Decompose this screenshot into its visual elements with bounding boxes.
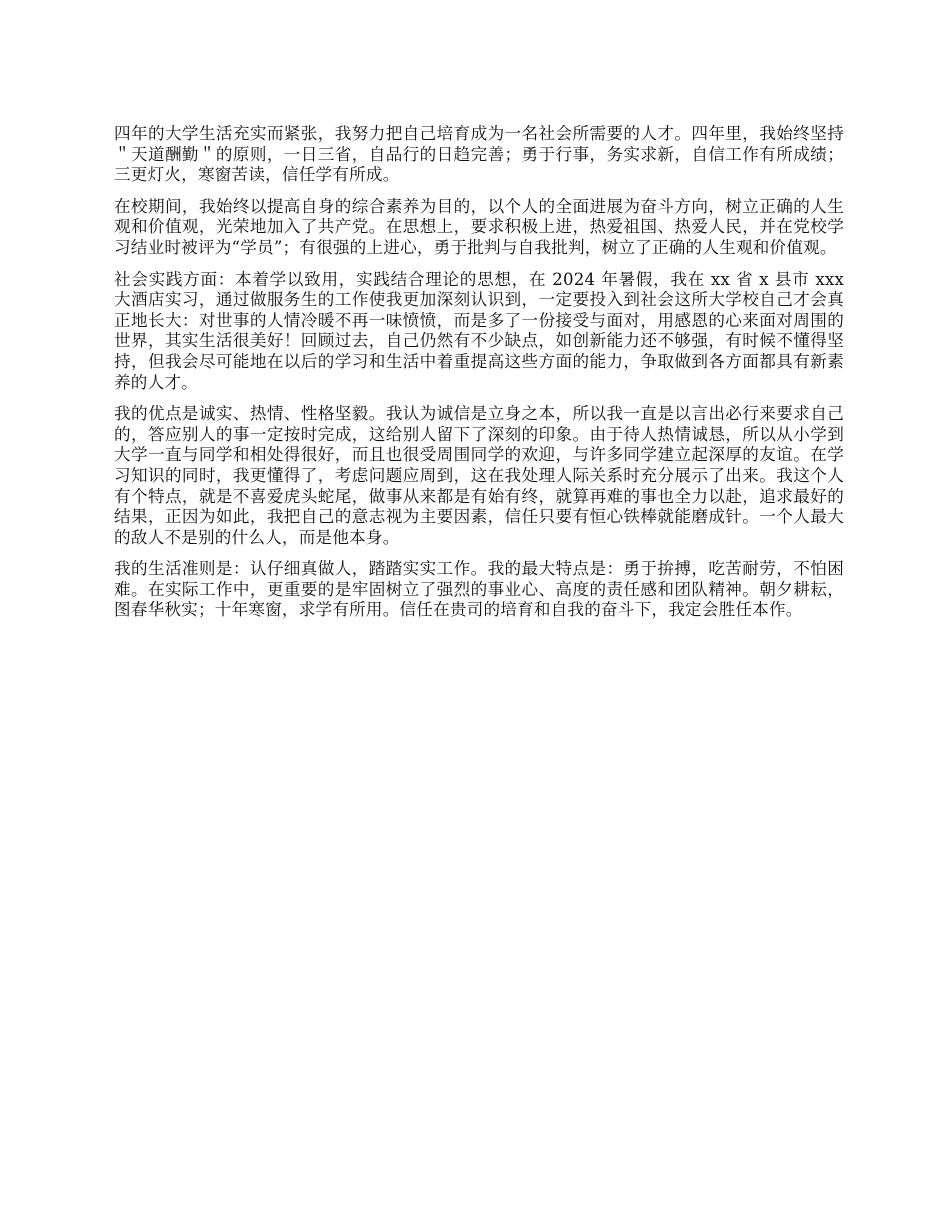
paragraph-school: 在校期间，我始终以提高自身的综合素养为目的，以个人的全面进展为奋斗方向，树立正确的人生观和价值观，光荣地加入了共产党。在思想上，要求积极上进，热爱祖国、热爱人民，并在党校学习结业时被评为“学员”；有很强的上进心，勇于批判与自我批判，树立了正确的人生观和价值观。 [114,196,844,257]
paragraph-principles: 我的生活准则是：认仔细真做人，踏踏实实工作。我的最大特点是：勇于拚搏，吃苦耐劳，不怕困难。在实际工作中，更重要的是牢固树立了强烈的事业心、高度的责任感和团队精神。朝夕耕耘，图春华秋实；十年寒窗，求学有所用。信任在贵司的培育和自我的奋斗下，我定会胜任本作。 [114,559,844,620]
paragraph-strengths: 我的优点是诚实、热情、性格坚毅。我认为诚信是立身之本，所以我一直是以言出必行来要求自己的，答应别人的事一定按时完成，这给别人留下了深刻的印象。由于待人热情诚恳，所以从小学到大学一直与同学和相处得很好，而且也很受周围同学的欢迎，与许多同学建立起深厚的友谊。在学习知识的同时，我更懂得了，考虑问题应周到，这在我处理人际关系时充分展示了出来。我这个人有个特点，就是不喜爱虎头蛇尾，做事从来都是有始有终，就算再难的事也全力以赴，追求最好的结果，正因为如此，我把自己的意志视为主要因素，信任只要有恒心铁棒就能磨成针。一个人最大的敌人不是别的什么人，而是他本身。 [114,404,844,547]
paragraph-practice: 社会实践方面：本着学以致用，实践结合理论的思想，在 2024 年暑假，我在 xx 省 x 县市 xxx 大酒店实习，通过做服务生的工作使我更加深刻认识到，一定要投入到社会这所大学校自己才会真正地长大：对世事的人情冷暖不再一味愤愤，而是多了一份接受与面对，用感恩的心来面对周围的世界，其实生活很美好！回顾过去，自己仍然有不少缺点，如创新能力还不够强，有时候不懂得坚持，但我会尽可能地在以后的学习和生活中着重提高这些方面的能力，争取做到各方面都具有新素养的人才。 [114,269,845,392]
paragraph-intro: 四年的大学生活充实而紧张，我努力把自己培育成为一名社会所需要的人才。四年里，我始终坚持＂天道酬勤＂的原则，一日三省，自品行的日趋完善；勇于行事，务实求新，自信工作有所成绩；三更灯火，寒窗苦读，信任学有所成。 [114,124,844,185]
document-body [114,124,844,632]
